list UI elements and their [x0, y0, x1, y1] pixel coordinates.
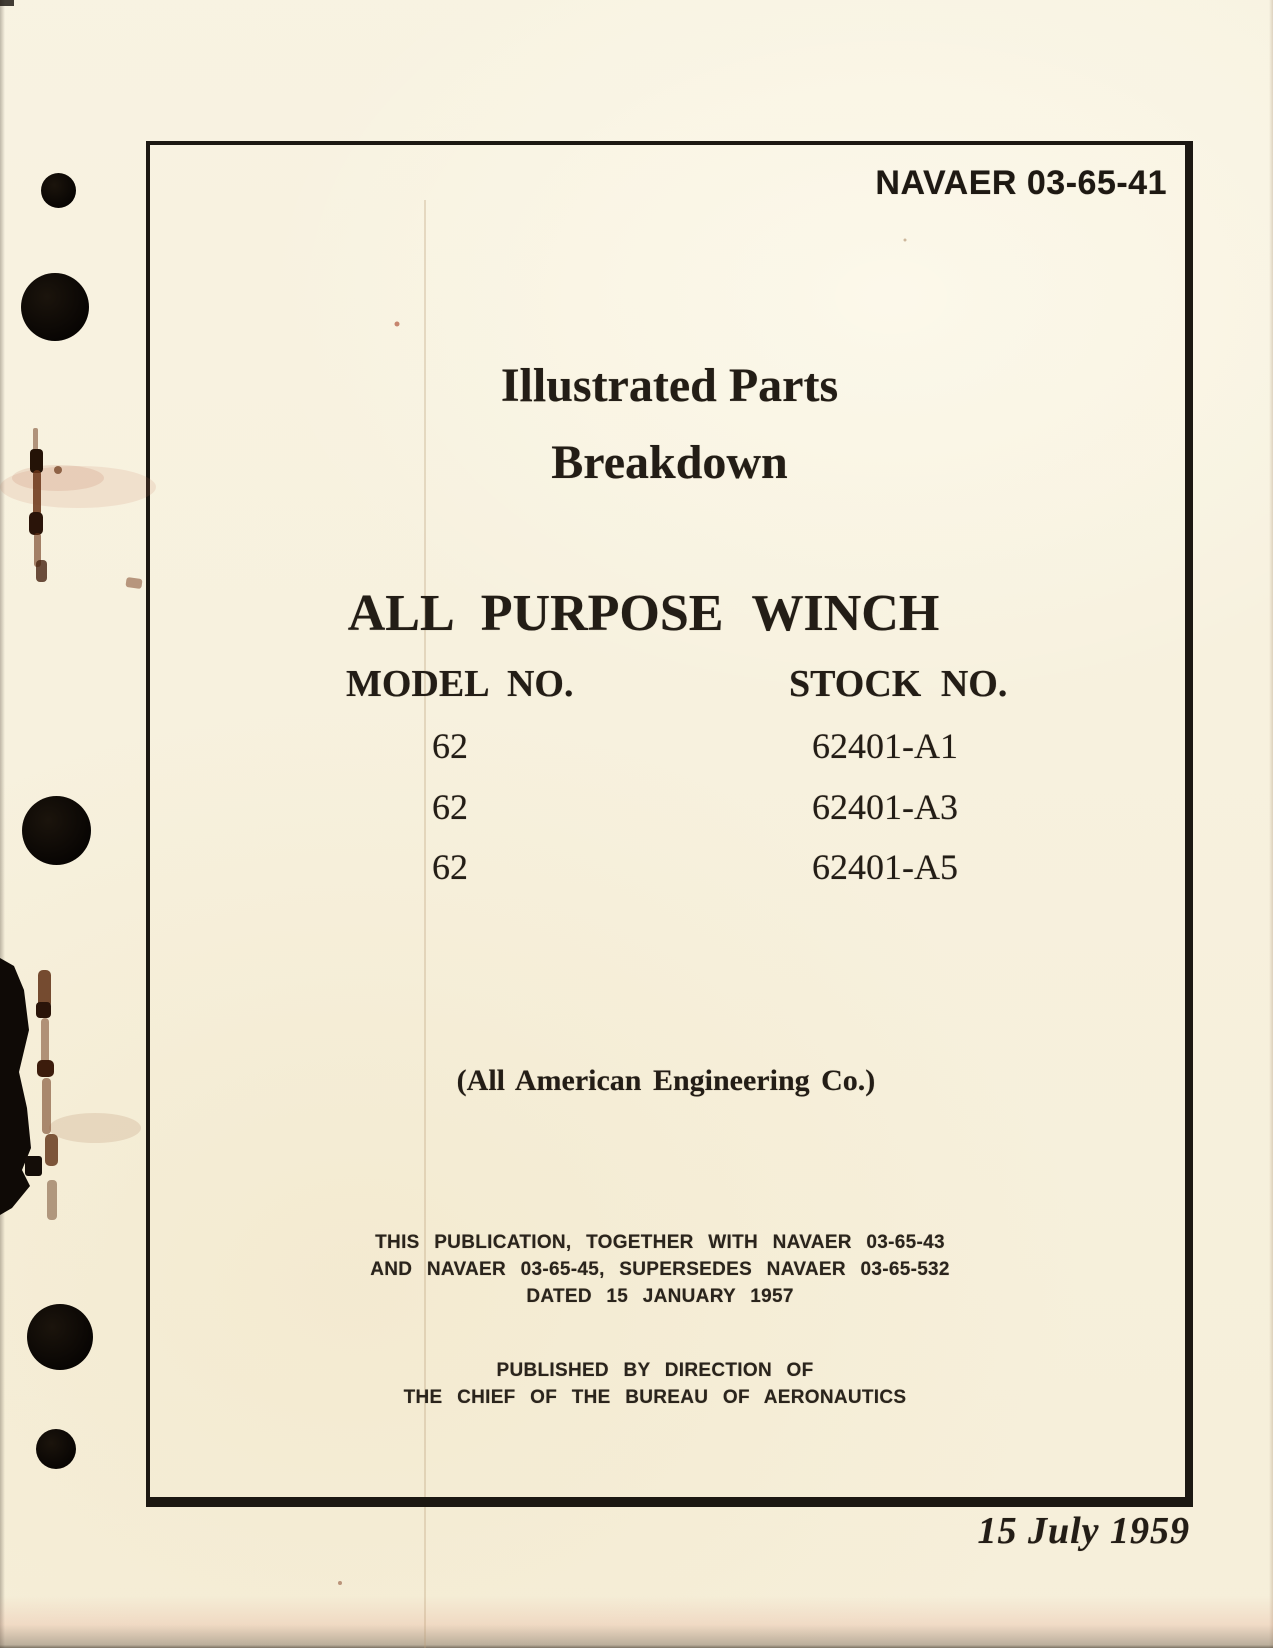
- supersession-note-line-2: AND NAVAER 03-65-45, SUPERSEDES NAVAER 03-65-532: [370, 1259, 950, 1280]
- subject-title: ALL PURPOSE WINCH: [347, 585, 940, 642]
- supersession-note-line-1: THIS PUBLICATION, TOGETHER WITH NAVAER 03-65-43: [375, 1232, 945, 1253]
- publisher-line-1: PUBLISHED BY DIRECTION OF: [496, 1360, 814, 1381]
- ink-stain-lower: [0, 958, 141, 1220]
- publication-number: NAVAER 03-65-41: [875, 164, 1167, 202]
- title-line-2: Breakdown: [551, 436, 788, 489]
- table-row-stock: 62401-A5: [812, 847, 958, 887]
- supersession-note-line-3: DATED 15 JANUARY 1957: [526, 1286, 794, 1307]
- table-row-stock: 62401-A3: [812, 787, 958, 827]
- table-row-model: 62: [432, 726, 468, 766]
- paper-specks: [338, 239, 907, 1586]
- title-line-1: Illustrated Parts: [500, 359, 839, 412]
- table-row-model: 62: [432, 847, 468, 887]
- table-row-stock: 62401-A1: [812, 726, 958, 766]
- ink-stain-upper: [0, 428, 156, 589]
- issue-date: 15 July 1959: [977, 1510, 1190, 1552]
- manufacturer-line: (All American Engineering Co.): [456, 1064, 876, 1097]
- publisher-line-2: THE CHIEF OF THE BUREAU OF AERONAUTICS: [403, 1387, 907, 1408]
- stock-no-header: STOCK NO.: [789, 663, 1008, 705]
- model-no-header: MODEL NO.: [346, 663, 574, 705]
- table-row-model: 62: [432, 787, 468, 827]
